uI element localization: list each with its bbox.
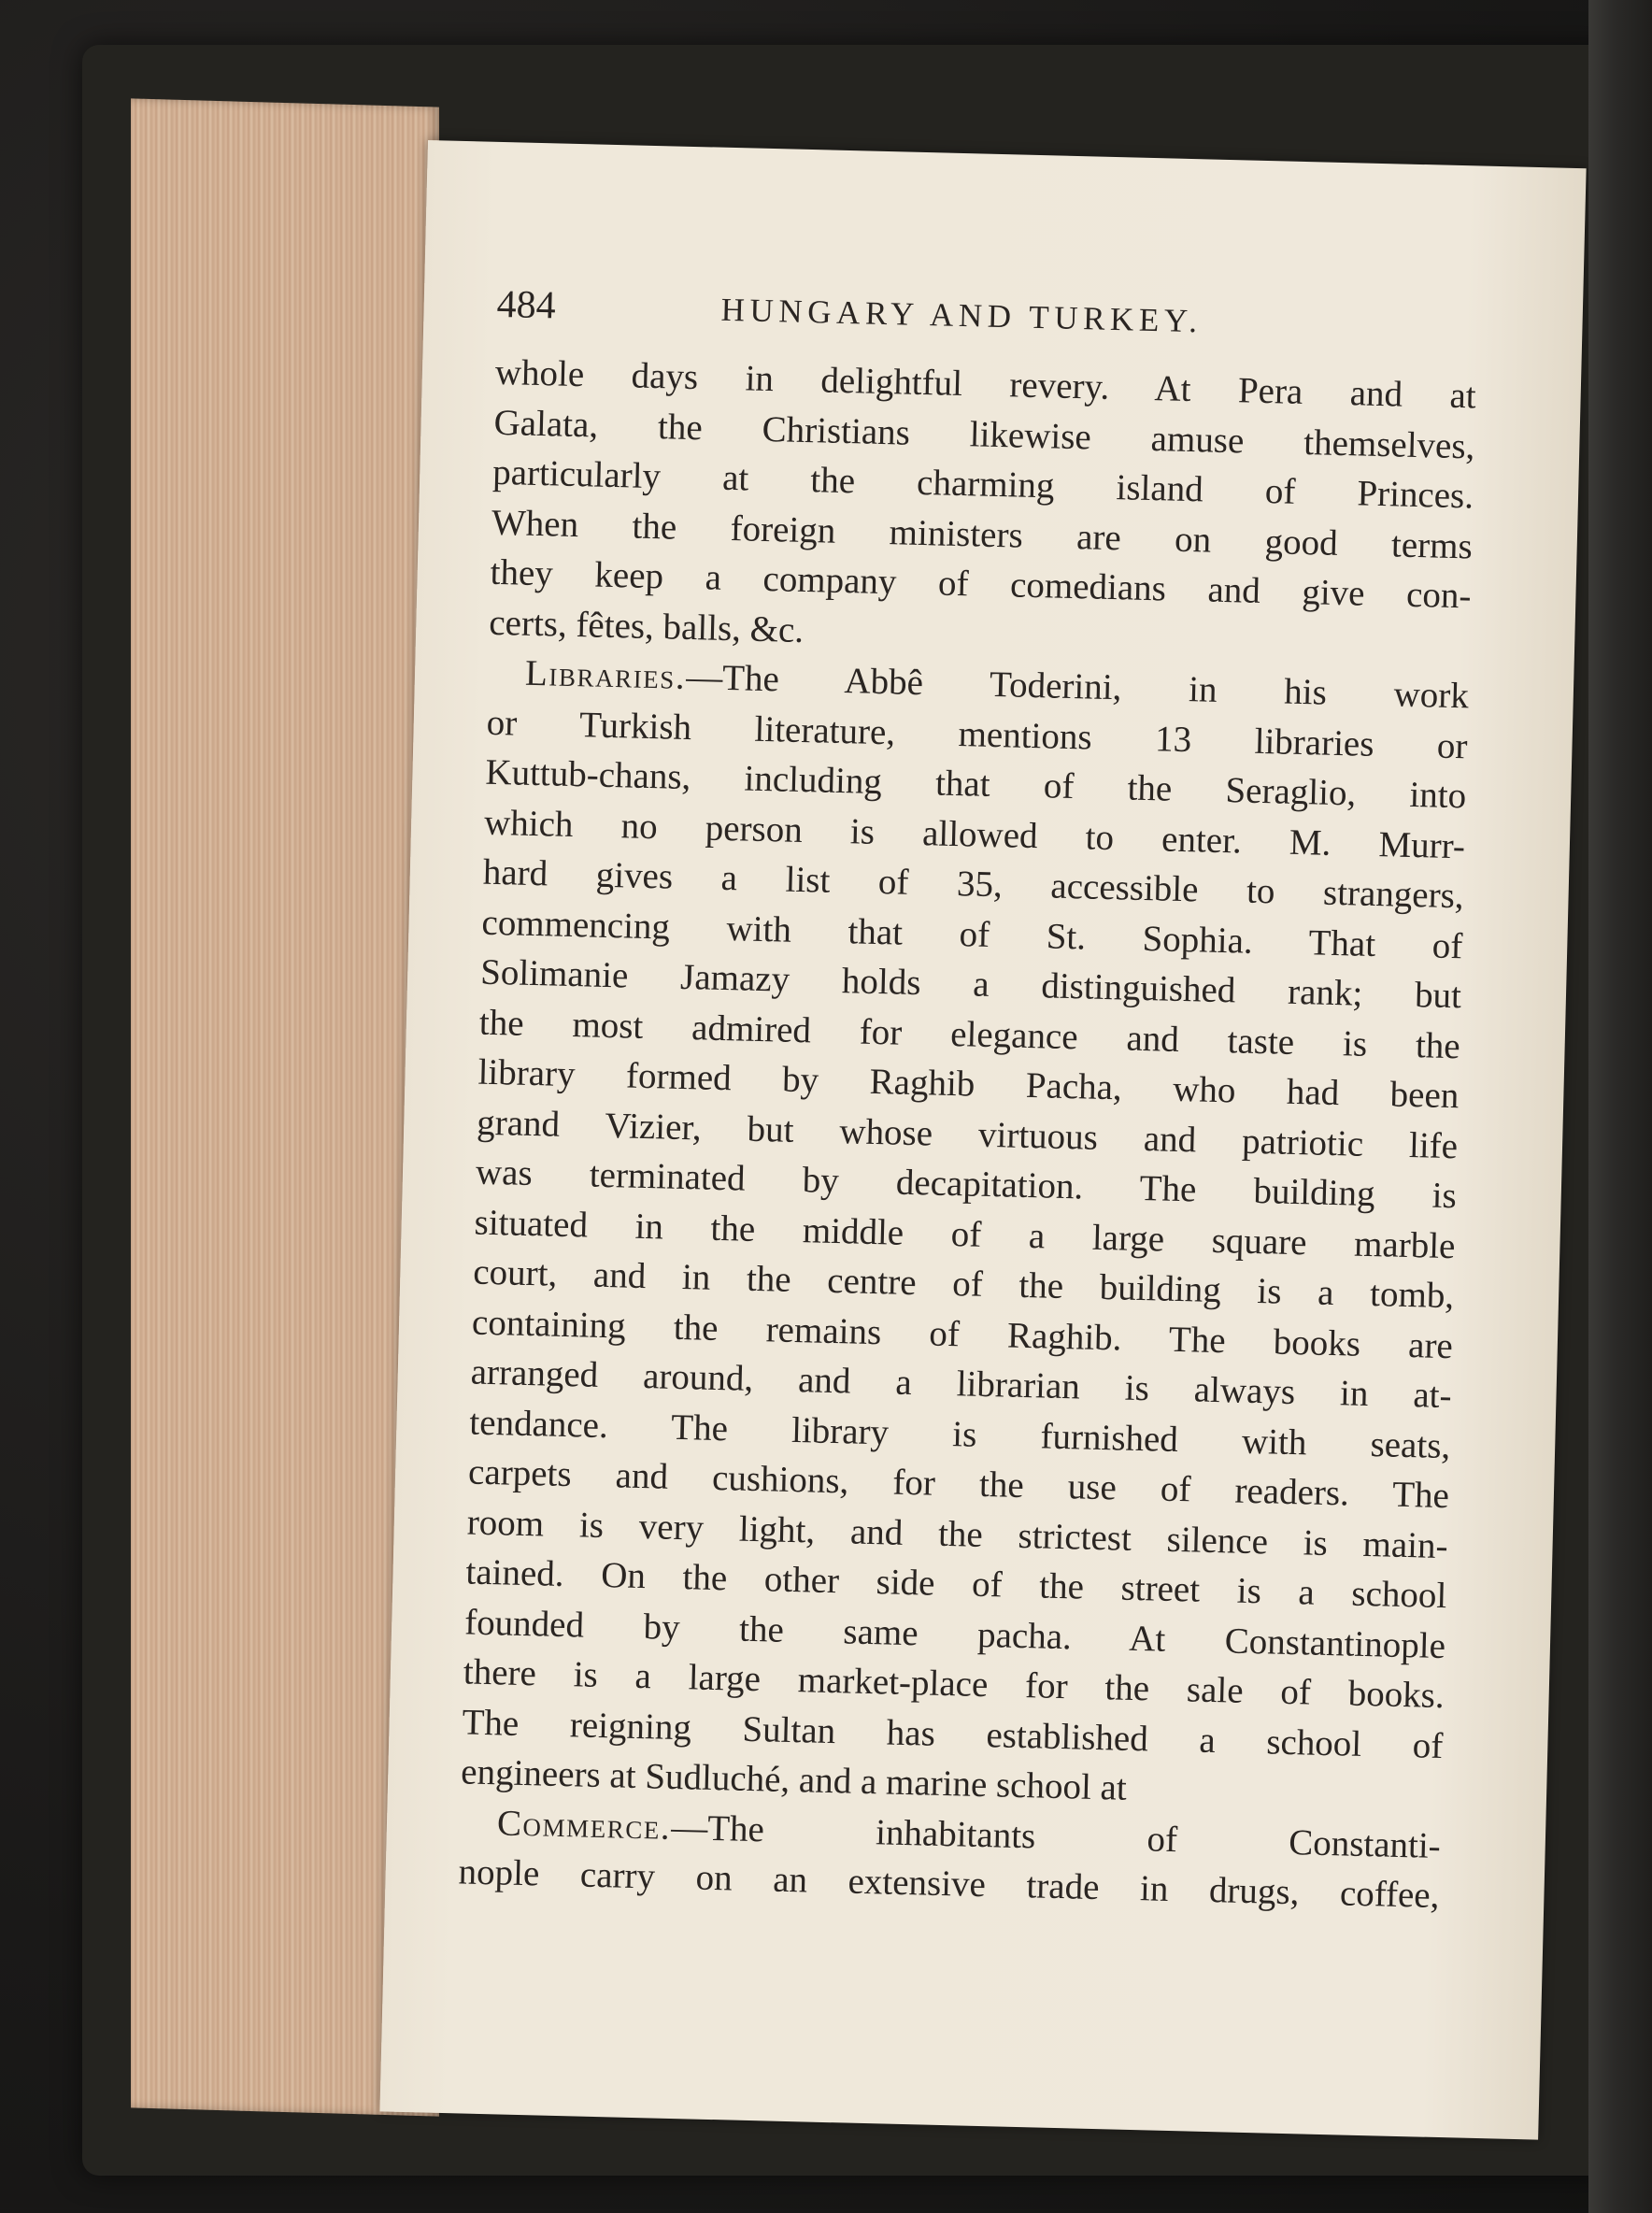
text-line: particularly at the charming island of Princes.	[491, 451, 1474, 517]
text-line: the most admired for elegance and taste is the	[478, 1002, 1461, 1066]
text-line: engineers at Sudluché, and a marine school at	[460, 1751, 1128, 1808]
text-line: situated in the middle of a large square marble	[474, 1202, 1456, 1266]
book-page	[379, 140, 1586, 2140]
text-line: court, and in the centre of the building is a tomb,	[472, 1251, 1455, 1317]
text-line: or Turkish literature, mentions 13 libraries or	[486, 702, 1469, 766]
text-line: there is a large market-place for the sale of books.	[463, 1651, 1446, 1717]
text-line: commencing with that of St. Sophia. That of	[481, 902, 1463, 966]
text-line: tained. On the other side of the street is a school	[465, 1551, 1447, 1617]
section-heading-commerce: Commerce.	[496, 1802, 672, 1848]
text-run: —The Abbê Toderini, in his work	[685, 656, 1470, 717]
text-line: which no person is allowed to enter. M. Murr-	[483, 802, 1466, 866]
text-line: The reigning Sultan has established a school of	[462, 1701, 1444, 1766]
glass-edge	[1588, 0, 1652, 2213]
text-line: library formed by Raghib Pacha, who had been	[477, 1051, 1460, 1117]
text-line: carpets and cushions, for the use of readers. The	[467, 1451, 1450, 1517]
text-line: tendance. The library is furnished with seats,	[468, 1402, 1451, 1466]
page-text	[458, 282, 1478, 1921]
section-heading-libraries: Libraries.	[524, 652, 687, 697]
running-head-title: HUNGARY AND TURKEY.	[720, 291, 1203, 340]
text-line: whole days in delightful revery. At Pera and at	[494, 351, 1477, 417]
text-run: —The inhabitants of Constanti-	[670, 1806, 1442, 1866]
text-line: room is very light, and the strictest silence is main-	[466, 1501, 1449, 1566]
text-line: Kuttub-chans, including that of the Seraglio, into	[484, 751, 1467, 817]
text-line: they keep a company of comedians and give con-	[490, 551, 1472, 617]
text-line: was terminated by decapitation. The building is	[475, 1151, 1458, 1217]
text-line: hard gives a list of 35, accessible to strangers,	[482, 851, 1465, 917]
text-line: grand Vizier, but whose virtuous and patriotic life	[476, 1102, 1459, 1166]
page-number: 484	[496, 282, 557, 328]
paragraph-1	[489, 348, 1477, 672]
text-line: certs, fêtes, balls, &c.	[488, 602, 805, 650]
text-line: Solimanie Jamazy holds a distinguished rank; but	[479, 951, 1462, 1017]
text-line: containing the remains of Raghib. The books are	[471, 1302, 1454, 1366]
text-line: Galata, the Christians likewise amuse themselves,	[493, 402, 1475, 466]
text-line: arranged around, and a librarian is always in at-	[470, 1351, 1453, 1417]
paragraph-libraries	[461, 648, 1470, 1821]
text-line: nople carry on an extensive trade in drugs, coffee,	[458, 1851, 1440, 1917]
text-line: founded by the same pacha. At Constantinople	[463, 1601, 1446, 1666]
text-line: When the foreign ministers are on good terms	[491, 502, 1474, 566]
